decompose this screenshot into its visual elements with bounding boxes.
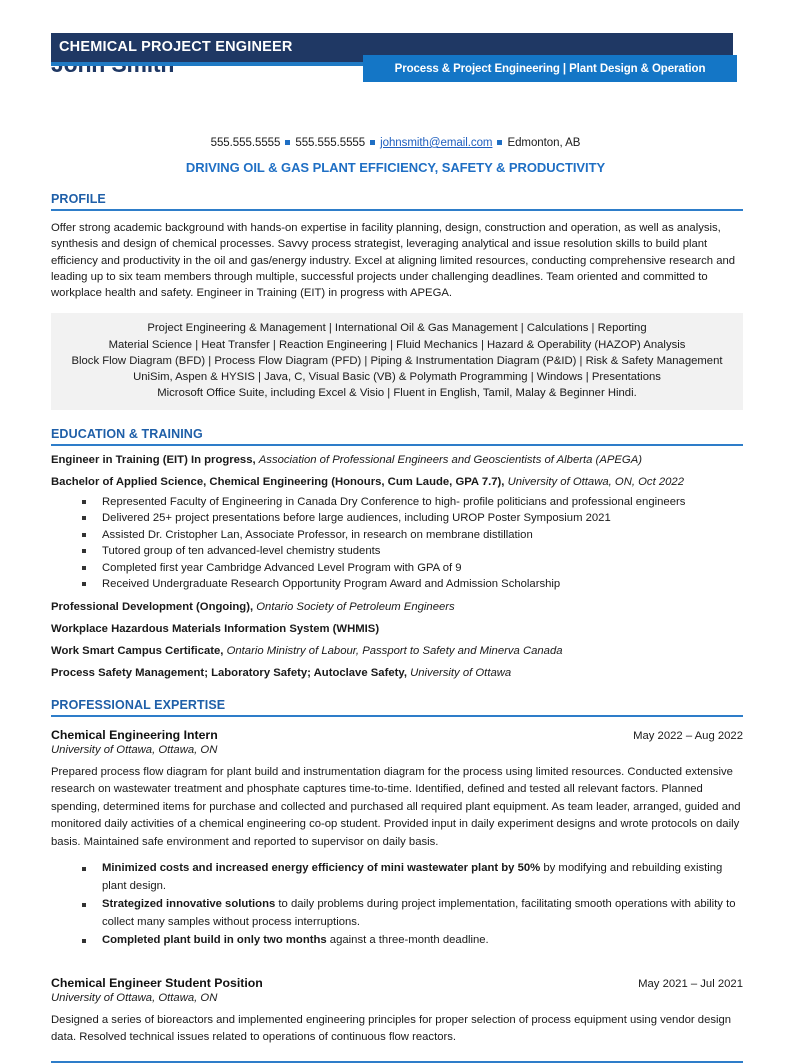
separator-square-icon	[370, 140, 375, 145]
list-item	[51, 860, 743, 895]
experience-achievement-list	[51, 860, 743, 950]
education-entry	[51, 621, 743, 637]
education-entry-org: Ontario Ministry of Labour, Passport to Safety and Minerva Canada	[227, 645, 563, 657]
education-entry	[51, 474, 743, 490]
experience-job-org: University of Ottawa, Ottawa, ON	[51, 992, 743, 1004]
skills-line: Project Engineering & Management | International Oil & Gas Management | Calculations | Reporting	[61, 320, 733, 336]
list-item: Completed first year Cambridge Advanced Level Program with GPA of 9	[51, 560, 743, 577]
list-item: Tutored group of ten advanced-level chemistry students	[51, 543, 743, 560]
list-item: Assisted Dr. Cristopher Lan, Associate Professor, in research on membrane distillation	[51, 527, 743, 544]
experience-entry-header	[51, 976, 743, 990]
list-item: Received Undergraduate Research Opportunity Program Award and Admission Scholarship	[51, 576, 743, 593]
education-entry-title: Engineer in Training (EIT) In progress,	[51, 454, 256, 466]
skills-line: Block Flow Diagram (BFD) | Process Flow Diagram (PFD) | Piping & Instrumentation Diagram (P&ID) | Risk & Safety Management	[61, 353, 733, 369]
experience-job-description: Designed a series of bioreactors and implemented engineering principles for proper selection of process equipment using vendor design data. Resolved technical issues related to operations of continuous flow reactors.	[51, 1012, 743, 1047]
experience-job-dates: May 2021 – Jul 2021	[638, 978, 743, 990]
experience-entry	[51, 976, 743, 1047]
education-entry-org: Ontario Society of Petroleum Engineers	[256, 601, 454, 613]
contact-line	[0, 137, 791, 149]
achievement-lead: Strategized innovative solutions	[102, 898, 275, 910]
skills-line: UniSim, Aspen & HYSIS | Java, C, Visual Basic (VB) & Polymath Programming | Windows | Presentations	[61, 369, 733, 385]
achievement-lead: Completed plant build in only two months	[102, 934, 327, 946]
experience-job-title: Chemical Engineering Intern	[51, 728, 218, 742]
core-skills-box	[51, 313, 743, 409]
section-heading-profile: PROFILE	[51, 192, 743, 211]
experience-job-org: University of Ottawa, Ottawa, ON	[51, 744, 743, 756]
experience-job-dates: May 2022 – Aug 2022	[633, 730, 743, 742]
skills-line: Microsoft Office Suite, including Excel & Visio | Fluent in English, Tamil, Malay & Beginner Hindi.	[61, 385, 733, 401]
email-link[interactable]: johnsmith@email.com	[380, 137, 492, 149]
experience-entry	[51, 728, 743, 950]
phone-secondary: 555.555.5555	[295, 137, 365, 149]
section-heading-education: EDUCATION & TRAINING	[51, 427, 743, 446]
phone-primary: 555.555.5555	[211, 137, 281, 149]
education-entry-title: Workplace Hazardous Materials Information System (WHMIS)	[51, 623, 379, 635]
separator-square-icon	[285, 140, 290, 145]
profile-paragraph: Offer strong academic background with hands-on expertise in facility planning, design, construction and operation, as well as analysis, synthesis and design of chemical processes. Savvy process strategist, leveraging analytical and issue resolution skills to build plant efficiency and productivity in the oil and gas/energy industry. Excel at aligning limited resources, conducting comprehensive research and leading up to six team members through multiple, successful projects under challenging deadlines. Team oriented and committed to workplace health and safety. Engineer in Training (EIT) in progress with APEGA.	[51, 220, 743, 301]
experience-job-description: Prepared process flow diagram for plant build and instrumentation diagram for the process using limited resources. Conducted extensive research on wastewater treatment and phosphate captures time-to-time. Identified, defined and tested all relevant factors. Planned spending, determined items for purchase and collected and purchased all required plant equipment. As team leader, arranged, guided and monitored daily activities of a chemical engineering co-op student. Provided input in daily experiment designs and wrote protocols on daily basis. Maintained safe environment and reported to supervisor on daily basis.	[51, 764, 743, 852]
skills-line: Material Science | Heat Transfer | Reaction Engineering | Fluid Mechanics | Hazard & Operability (HAZOP) Analysis	[61, 337, 733, 353]
education-entry-org: Association of Professional Engineers and Geoscientists of Alberta (APEGA)	[259, 454, 642, 466]
education-entry-title: Professional Development (Ongoing),	[51, 601, 253, 613]
location-text: Edmonton, AB	[507, 137, 580, 149]
achievement-rest: to daily problems during project implementation, facilitating smooth operations with ability to collect many samples without process interruptions.	[102, 898, 736, 928]
list-item	[51, 896, 743, 931]
achievement-rest: against a three-month deadline.	[327, 934, 489, 946]
education-bullet-list	[51, 494, 743, 593]
achievement-lead: Minimized costs and increased energy efficiency of mini wastewater plant by 50%	[102, 862, 540, 874]
education-entry	[51, 599, 743, 615]
separator-square-icon	[497, 140, 502, 145]
header-tagline: Process & Project Engineering | Plant Design & Operation	[363, 55, 737, 82]
education-entry	[51, 643, 743, 659]
resume-body	[51, 192, 743, 1047]
education-entry-title: Work Smart Campus Certificate,	[51, 645, 223, 657]
education-entry	[51, 665, 743, 681]
education-entry-title: Process Safety Management; Laboratory Safety; Autoclave Safety,	[51, 667, 407, 679]
resume-header	[51, 0, 743, 122]
professional-headline: DRIVING OIL & GAS PLANT EFFICIENCY, SAFETY & PRODUCTIVITY	[0, 160, 791, 175]
education-entry-title: Bachelor of Applied Science, Chemical Engineering (Honours, Cum Laude, GPA 7.7),	[51, 476, 504, 488]
education-entry-org: University of Ottawa, ON, Oct 2022	[508, 476, 684, 488]
achievement-rest: by modifying and rebuilding existing plant design.	[102, 862, 722, 892]
experience-job-title: Chemical Engineer Student Position	[51, 976, 263, 990]
list-item	[51, 932, 743, 950]
list-item: Represented Faculty of Engineering in Canada Dry Conference to high- profile politicians and professional engineers	[51, 494, 743, 511]
list-item: Delivered 25+ project presentations before large audiences, including UROP Poster Symposium 2021	[51, 510, 743, 527]
job-title-text: CHEMICAL PROJECT ENGINEER	[59, 39, 293, 55]
education-entry	[51, 452, 743, 468]
education-entry-org: University of Ottawa	[410, 667, 511, 679]
section-heading-experience: PROFESSIONAL EXPERTISE	[51, 698, 743, 717]
experience-entry-header	[51, 728, 743, 742]
